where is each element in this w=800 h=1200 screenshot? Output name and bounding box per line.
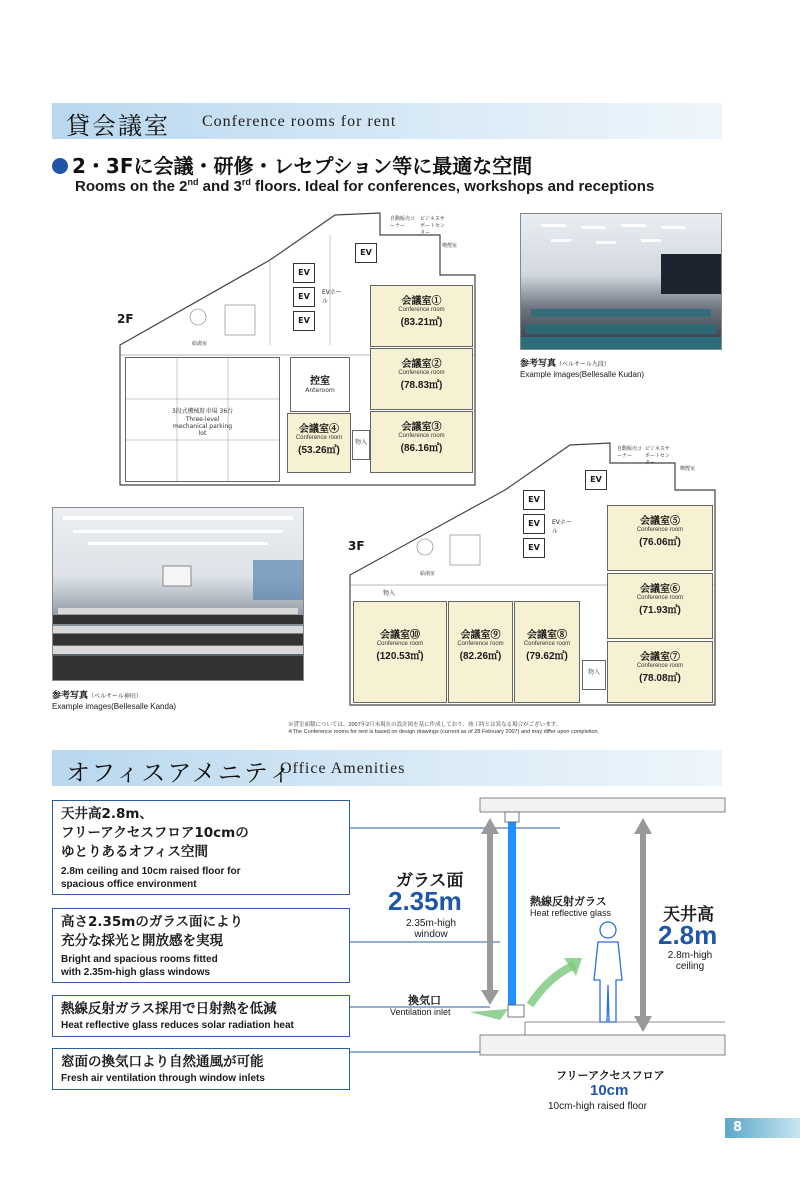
floor-label-3f: 3F: [348, 539, 365, 553]
floor-label-en: 10cm-high raised floor: [548, 1101, 647, 1112]
glass-value: 2.35m: [388, 886, 462, 916]
smoking-room-2f: 喫煙室: [442, 243, 458, 249]
ceiling-value: 2.8m: [658, 920, 718, 950]
glass-label-en: 2.35m-high window: [405, 918, 457, 940]
section2-title-en: Office Amenities: [280, 760, 406, 777]
heat-glass-label-jp: 熱線反射ガラス: [530, 895, 607, 908]
note-jp: ※貸室面積については、2007年2月末現在の設計図を基に作成しており、竣工時とは異なる場合がございます。: [288, 722, 562, 728]
section-title-en: Conference rooms for rent: [202, 113, 397, 130]
conference-room-4: 会議室④ Conference room (53.26㎡): [287, 413, 351, 473]
caption-kudan-en: Example images(Bellesalle Kudan): [520, 370, 645, 379]
pantry-3f: 給湯室: [420, 571, 436, 577]
smoking-room-3f: 喫煙室: [680, 466, 696, 472]
elevator-2f-b: EV: [293, 287, 315, 307]
conference-room-8: 会議室⑧ Conference room (79.62㎡): [514, 601, 580, 703]
closet-2f: 物入: [352, 430, 370, 460]
caption-kanda-jp: 参考写真（ベルサール神田）: [52, 691, 142, 701]
section-banner-conference: [52, 103, 722, 139]
closet-3f-b: 物入: [582, 660, 606, 690]
elevator-3f-d: EV: [585, 470, 607, 490]
subline: Rooms on the 2nd and 3rd floors. Ideal for conferences, workshops and receptions: [75, 177, 655, 195]
business-support-2f: ビジネスサポートセンター: [420, 216, 445, 236]
elevator-2f-d: EV: [355, 243, 377, 263]
section2-title-jp: オフィスアメニティ: [66, 759, 294, 787]
elevator-3f-a: EV: [523, 490, 545, 510]
parking-lot: [125, 357, 280, 482]
glass-label-jp: ガラス面: [396, 871, 464, 891]
conference-room-2: 会議室② Conference room (78.83㎡): [370, 348, 473, 410]
photo-bellesalle-kanda: [52, 507, 304, 681]
amenity-glass-window: 高さ2.35mのガラス面により 充分な採光と開放感を実現 Bright and spacious rooms fitted with 2.35m-high glass windows: [52, 908, 350, 983]
floor-label-2f: 2F: [117, 312, 134, 326]
vending-2f: 自動販売コーナー: [390, 216, 416, 229]
closet-3f-a: 物入: [383, 590, 396, 597]
ceiling-label-en: 2.8m-high ceiling: [667, 950, 713, 972]
page-number: 8: [725, 1118, 800, 1138]
amenity-ventilation: 窓面の換気口より自然通風が可能 Fresh air ventilation through window inlets: [52, 1048, 350, 1090]
elevator-3f-b: EV: [523, 514, 545, 534]
anteroom-2f: 控室 Anteroom: [290, 357, 350, 412]
headline-text: 2・3Fに会議・研修・レセプション等に最適な空間: [72, 154, 533, 178]
floor-label-jp: フリーアクセスフロア: [556, 1069, 665, 1082]
parking-label-en: Three-level mechanical parking lot: [172, 416, 233, 437]
conference-room-7: 会議室⑦ Conference room (78.08㎡): [607, 641, 713, 703]
vent-label-jp: 換気口: [408, 994, 441, 1007]
photo-bellesalle-kudan: [520, 213, 722, 350]
ev-hall-2f: EVホール: [322, 289, 342, 305]
heat-glass-label-en: Heat reflective glass: [530, 908, 612, 918]
conference-room-10: 会議室⑩ Conference room (120.53㎡): [353, 601, 447, 703]
amenity-heat-glass: 熱線反射ガラス採用で日射熱を低減 Heat reflective glass reduces solar radiation heat: [52, 995, 350, 1037]
amenity-ceiling-floor: 天井高2.8m、 フリーアクセスフロア10cmの ゆとりあるオフィス空間 2.8m ceiling and 10cm raised floor for spacious office environment: [52, 800, 350, 895]
headline: [52, 150, 532, 179]
section-banner-amenities: [52, 750, 722, 786]
conference-room-1: 会議室① Conference room (83.21㎡): [370, 285, 473, 347]
caption-kanda-en: Example images(Bellesalle Kanda): [52, 702, 177, 711]
floor-plan-3f: [345, 435, 720, 710]
elevator-2f-a: EV: [293, 263, 315, 283]
conference-room-3: 会議室③ Conference room (86.16㎡): [370, 411, 473, 473]
elevator-2f-c: EV: [293, 311, 315, 331]
section-title-jp: 貸会議室: [66, 112, 170, 140]
floor-value: 10cm: [590, 1082, 629, 1099]
pantry-2f: 給湯室: [192, 341, 208, 347]
vent-label-en: Ventilation inlet: [390, 1007, 451, 1017]
conference-room-6: 会議室⑥ Conference room (71.93㎡): [607, 573, 713, 639]
caption-kudan-jp: 参考写真（ベルサール九段）: [520, 359, 610, 369]
business-support-3f: ビジネスサポートセンター: [645, 446, 670, 466]
conference-room-5: 会議室⑤ Conference room (76.06㎡): [607, 505, 713, 571]
ev-hall-3f: EVホール: [552, 519, 572, 535]
parking-label-jp: 3段式機械駐車場 36台: [171, 408, 234, 415]
vending-3f: 自動販売コーナー: [617, 446, 643, 459]
note-en: ※The Conference rooms for rent is based on design drawings (current as of 28 February 2007) and may differ upon completion.: [288, 729, 600, 735]
elevator-3f-c: EV: [523, 538, 545, 558]
bullet-dot-icon: [52, 158, 68, 174]
ceiling-label-jp: 天井高: [663, 905, 714, 925]
conference-room-9: 会議室⑨ Conference room (82.26㎡): [448, 601, 513, 703]
